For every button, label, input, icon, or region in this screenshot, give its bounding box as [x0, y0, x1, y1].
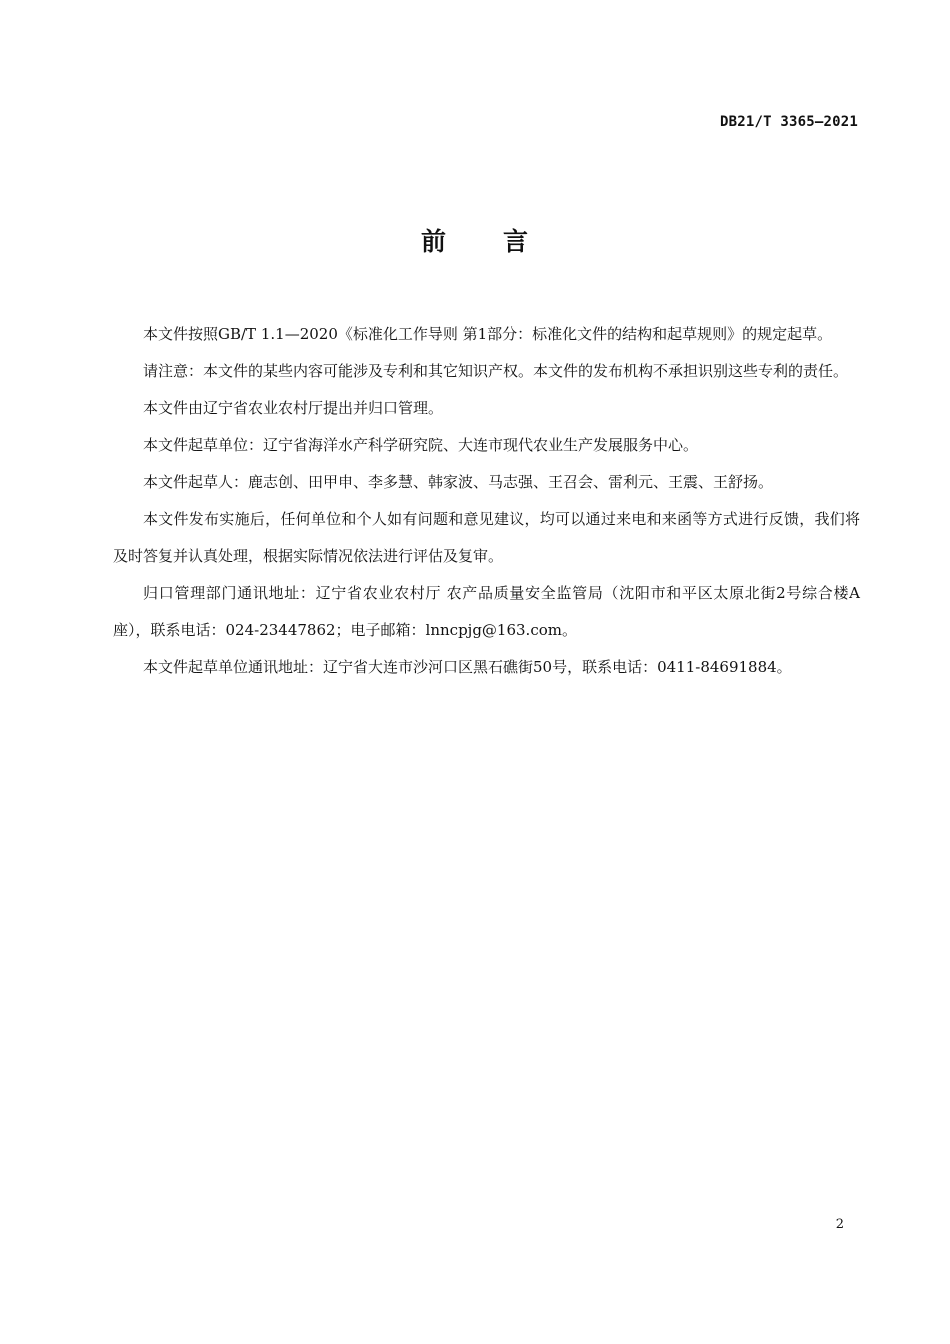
paragraph-admin-address: 归口管理部门通讯地址：辽宁省农业农村厅 农产品质量安全监管局（沈阳市和平区太原北街2号综合楼A座），联系电话：024-23447862；电子邮箱：lnncpjg@163.com。 [113, 584, 860, 639]
page-title [0, 222, 950, 258]
title-char-2: 言 [503, 227, 530, 256]
paragraph-patent-notice: 请注意：本文件的某些内容可能涉及专利和其它知识产权。本文件的发布机构不承担识别这些专利的责任。 [143, 362, 849, 380]
paragraph-feedback: 本文件发布实施后，任何单位和个人如有问题和意见建议，均可以通过来电和来函等方式进行反馈，我们将及时答复并认真处理，根据实际情况依法进行评估及复审。 [113, 510, 860, 565]
paragraph-drafter-address: 本文件起草单位通讯地址：辽宁省大连市沙河口区黑石礁街50号，联系电话：0411-84691884。 [143, 658, 792, 676]
paragraph-drafting-units: 本文件起草单位：辽宁省海洋水产科学研究院、大连市现代农业生产发展服务中心。 [143, 436, 699, 454]
foreword-body [113, 316, 860, 686]
paragraph-proposer: 本文件由辽宁省农业农村厅提出并归口管理。 [143, 399, 444, 417]
paragraph-drafters: 本文件起草人：鹿志创、田甲申、李多慧、韩家波、马志强、王召会、雷利元、王震、王舒扬。 [143, 473, 774, 491]
paragraph-drafting-rules: 本文件按照GB/T 1.1—2020《标准化工作导则 第1部分：标准化文件的结构和起草规则》的规定起草。 [143, 325, 833, 343]
document-code: DB21/T 3365—2021 [719, 114, 858, 130]
page-number: 2 [835, 1217, 844, 1232]
title-char-1: 前 [420, 227, 447, 256]
